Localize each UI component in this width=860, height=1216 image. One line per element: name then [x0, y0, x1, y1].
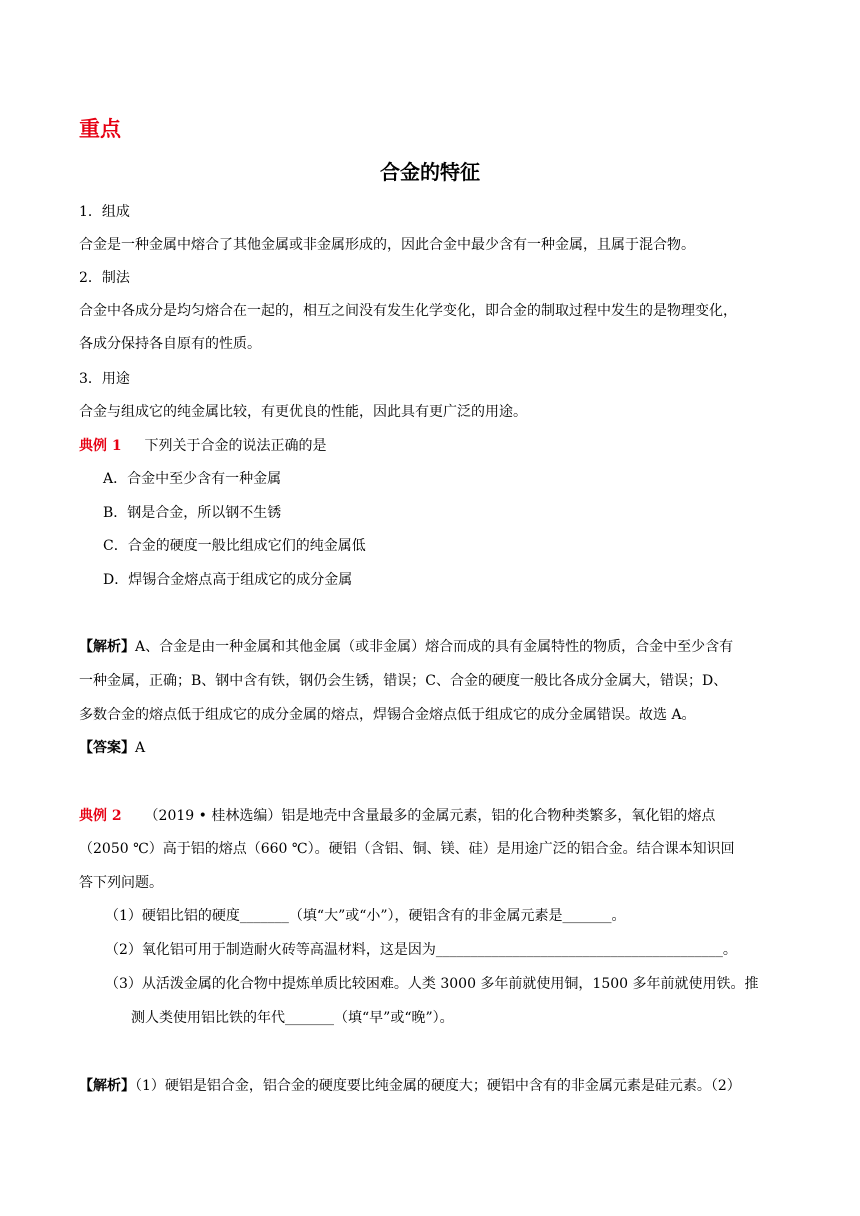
example-2-stem-line-3: 答下列问题。: [79, 875, 163, 891]
example-2-analysis-line-1: [79, 1076, 741, 1096]
example-1-analysis-line-2: 一种金属，正确；B、钢中含有铁，钢仍会生锈，错误；C、合金的硬度一般比各成分金属大，错误；D、: [79, 673, 728, 689]
example-1-option-c: C．合金的硬度一般比组成它们的纯金属低: [103, 538, 366, 554]
section-1-label: 1．组成: [79, 204, 130, 220]
section-3-text: 合金与组成它的纯金属比较，有更优良的性能，因此具有更广泛的用途。: [79, 404, 527, 420]
section-3-label: 3．用途: [79, 371, 130, 387]
section-2-label: 2．制法: [79, 270, 130, 286]
example-2-analysis-label: 【解析】: [79, 1078, 135, 1094]
example-1-option-b: B．钢是合金，所以钢不生锈: [103, 505, 282, 521]
example-1-question-line: [79, 436, 327, 456]
example-1-analysis-line-3: 多数合金的熔点低于组成它的成分金属的熔点，焊锡合金熔点低于组成它的成分金属错误。故选 A。: [79, 707, 696, 723]
example-1-answer-line: [79, 738, 145, 758]
example-1-label: 典例 1: [79, 438, 122, 454]
example-2-question-1: （1）硬铝比铝的硬度_______（填“大”或“小”），硬铝含有的非金属元素是_______。: [105, 908, 626, 924]
section-1-text: 合金是一种金属中熔合了其他金属或非金属形成的，因此合金中最少含有一种金属，且属于混合物。: [79, 237, 695, 253]
section-2-text-line-2: 各成分保持各自原有的性质。: [79, 336, 261, 352]
example-1-analysis-label: 【解析】: [79, 639, 135, 655]
page-title: 合金的特征: [380, 160, 480, 184]
example-2-label: 典例 2: [79, 808, 122, 824]
example-1-question: 下列关于合金的说法正确的是: [144, 438, 327, 454]
example-1-analysis-text-1: A、合金是由一种金属和其他金属（或非金属）熔合而成的具有金属特性的物质，合金中至少含有: [135, 639, 734, 655]
example-1-option-d: D．焊锡合金熔点高于组成它的成分金属: [103, 572, 353, 588]
example-1-analysis-line-1: [79, 637, 733, 657]
example-1-answer-label: 【答案】: [79, 740, 135, 756]
example-2-question-2: （2）氧化铝可用于制造耐火砖等高温材料，这是因为_________________________________________。: [105, 942, 737, 958]
example-2-question-3-line-2: 测人类使用铝比铁的年代_______（填“早”或“晚”）。: [131, 1010, 454, 1026]
section-heading-key-points: 重点: [79, 117, 121, 141]
example-2-stem-1: （2019 • 桂林选编）铝是地壳中含量最多的金属元素，铝的化合物种类繁多，氧化铝的熔点: [144, 808, 716, 824]
example-1-answer: A: [135, 740, 146, 756]
section-2-text-line-1: 合金中各成分是均匀熔合在一起的，相互之间没有发生化学变化，即合金的制取过程中发生的是物理变化，: [79, 303, 737, 319]
example-2-stem-line-2: （2050 ℃）高于铝的熔点（660 ℃）。硬铝（含铝、铜、镁、硅）是用途广泛的铝合金。结合课本知识回: [79, 841, 735, 857]
example-2-question-3-line-1: （3）从活泼金属的化合物中提炼单质比较困难。人类 3000 多年前就使用铜，1500 多年前就使用铁。推: [105, 976, 759, 992]
example-2-analysis-text-1: （1）硬铝是铝合金，铝合金的硬度要比纯金属的硬度大；硬铝中含有的非金属元素是硅元素。（2）: [135, 1078, 741, 1094]
example-1-option-a: A．合金中至少含有一种金属: [103, 471, 282, 487]
example-2-stem-line-1: [79, 806, 715, 826]
